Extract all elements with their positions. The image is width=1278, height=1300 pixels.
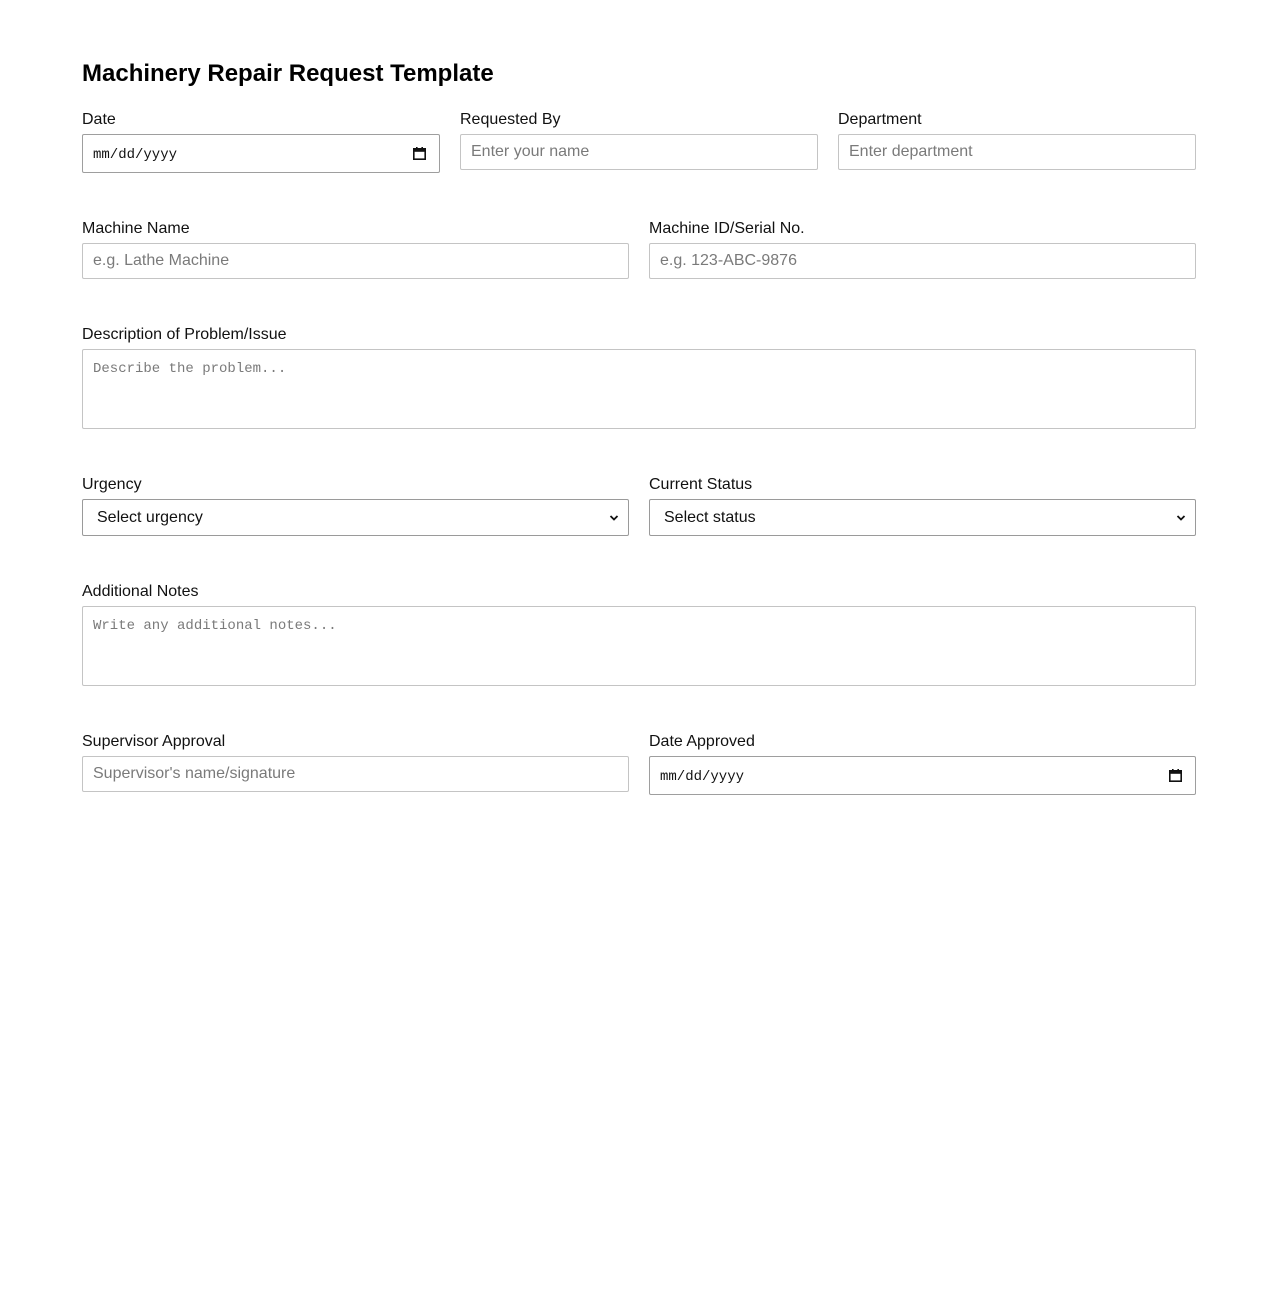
additional-notes-textarea[interactable]: Write any additional notes... [82,606,1196,686]
current-status-field [649,476,1196,526]
date-input[interactable] [82,134,440,173]
urgency-select-value: Select urgency [97,509,203,526]
machine-id-label: Machine ID/Serial No. [649,220,805,237]
machine-id-input[interactable]: e.g. 123-ABC-9876 [649,243,1196,279]
description-label: Description of Problem/Issue [82,326,287,343]
urgency-field [82,476,629,526]
date-approved-label: Date Approved [649,733,755,750]
date-approved-input-value: mm/dd/yyyy [660,769,745,785]
chevron-down-icon [1176,513,1186,523]
description-field [82,326,1196,377]
page-title: Machinery Repair Request Template [82,60,494,87]
machine-id-field [649,220,1196,269]
date-approved-input[interactable] [649,756,1196,795]
urgency-label: Urgency [82,476,142,493]
date-approved-field [649,733,1196,785]
additional-notes-label: Additional Notes [82,583,199,600]
requested-by-field [460,111,818,160]
additional-notes-field [82,583,1196,634]
current-status-select[interactable] [649,499,1196,536]
department-label: Department [838,111,922,128]
current-status-label: Current Status [649,476,753,493]
machine-name-input[interactable]: e.g. Lathe Machine [82,243,629,279]
calendar-icon[interactable] [1169,769,1182,782]
urgency-select[interactable] [82,499,629,536]
supervisor-approval-field [82,733,629,782]
requested-by-label: Requested By [460,111,561,128]
supervisor-approval-label: Supervisor Approval [82,733,226,750]
requested-by-input[interactable]: Enter your name [460,134,818,170]
date-input-value: mm/dd/yyyy [93,147,178,163]
date-label: Date [82,111,116,128]
current-status-select-value: Select status [664,509,756,526]
supervisor-approval-input[interactable]: Supervisor's name/signature [82,756,629,792]
calendar-icon[interactable] [413,147,426,160]
machine-name-field [82,220,629,269]
chevron-down-icon [609,513,619,523]
department-field [838,111,1196,160]
date-field [82,111,440,163]
machine-name-label: Machine Name [82,220,190,237]
department-input[interactable]: Enter department [838,134,1196,170]
description-textarea[interactable]: Describe the problem... [82,349,1196,429]
